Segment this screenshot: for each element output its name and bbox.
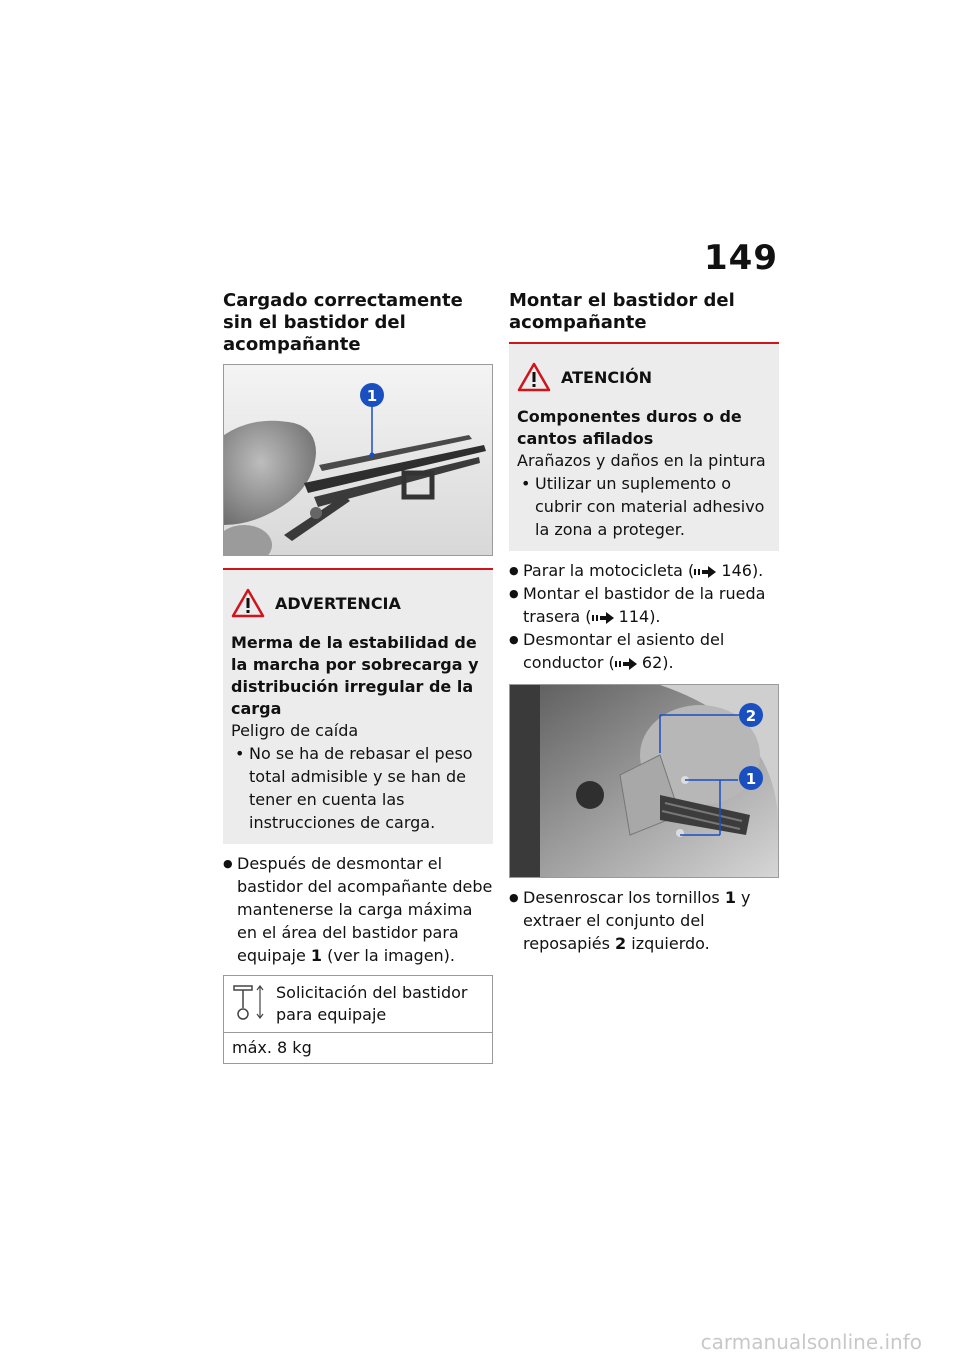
warning-label: ADVERTENCIA [275,593,401,613]
step-text-end: ). [649,607,661,626]
warning-box [223,568,493,844]
page-number: 149 [704,238,778,278]
caution-bullets [517,472,771,541]
warning-bullets [231,742,485,834]
watermark: carmanualsonline.info [700,1330,922,1354]
spec-label: Solicitación del bastidor para equipaje [276,983,468,1024]
caution-label: ATENCIÓN [561,367,653,387]
step-text: Desenroscar los tornillos [523,888,725,907]
step-text-end: ). [751,561,764,580]
warning-title: Merma de la estabilidad de la marcha por sobrecarga y distribución irregular de la carga [231,633,479,718]
step-list [509,559,779,674]
spec-value: máx. 8 kg [232,1038,312,1057]
left-column [223,290,493,1064]
section-heading: Montar el bastidor del acompañante [509,290,735,333]
warning-header [231,588,485,618]
step-text: Desmontar el asiento del conductor ( [523,630,725,672]
callout-1: 1 [745,770,757,788]
step-item [509,886,779,955]
caution-title: Componentes duros o de cantos afilados [517,407,742,448]
step-list [223,852,493,967]
spec-table [223,975,493,1064]
caution-bullet: • Utilizar un suplemento o cubrir con material adhesivo la zona a proteger. [517,472,771,541]
step-text-end: izquierdo. [626,934,710,953]
caution-subtitle: Arañazos y daños en la pintura [517,451,766,470]
warning-triangle-icon [231,588,265,618]
final-step-list [509,886,779,955]
step-text: Montar el bastidor de la rueda trasera ( [523,584,766,626]
step-text-end: ). [662,653,674,672]
spec-header-row [224,976,492,1033]
section-heading: Cargado correctamente sin el bastidor del acompañante [223,290,463,355]
load-weight-icon [232,982,266,1022]
ref-number: 1 [724,888,736,907]
page-ref-arrow-icon [694,566,716,578]
callout-1: 1 [366,387,378,405]
caution-header [517,362,771,392]
luggage-rack-illustration [224,365,493,555]
step-item [223,852,493,967]
callout-2: 2 [745,707,757,725]
ref-number: 2 [615,934,627,953]
step-item [509,559,779,582]
warning-bullet: • No se ha de rebasar el peso total admisible y se han de tener en cuenta las instrucciones de carga. [231,742,485,834]
step-text-mid: y extraer el conjunto del reposapiés [523,888,751,953]
step-item [509,582,779,628]
step-text-end: (ver la imagen). [322,946,456,965]
footrest-figure [509,684,779,878]
page-ref-arrow-icon [615,658,637,670]
warning-triangle-icon [517,362,551,392]
step-item [509,628,779,674]
ref-number: 1 [310,946,323,965]
step-text: Parar la motocicleta ( [523,561,695,580]
page-ref[interactable]: 114 [618,607,650,626]
caution-box [509,342,779,551]
luggage-rack-figure [223,364,493,556]
right-column [509,290,779,955]
step-text: Después de desmontar el bastidor del acompañante debe mantenerse la carga máxima en el área del bastidor para equipaje [237,854,493,965]
page-ref[interactable]: 146 [721,561,752,580]
footrest-illustration [510,685,778,877]
page-ref-arrow-icon [592,612,614,624]
warning-subtitle: Peligro de caída [231,721,359,740]
page-ref[interactable]: 62 [641,653,663,672]
